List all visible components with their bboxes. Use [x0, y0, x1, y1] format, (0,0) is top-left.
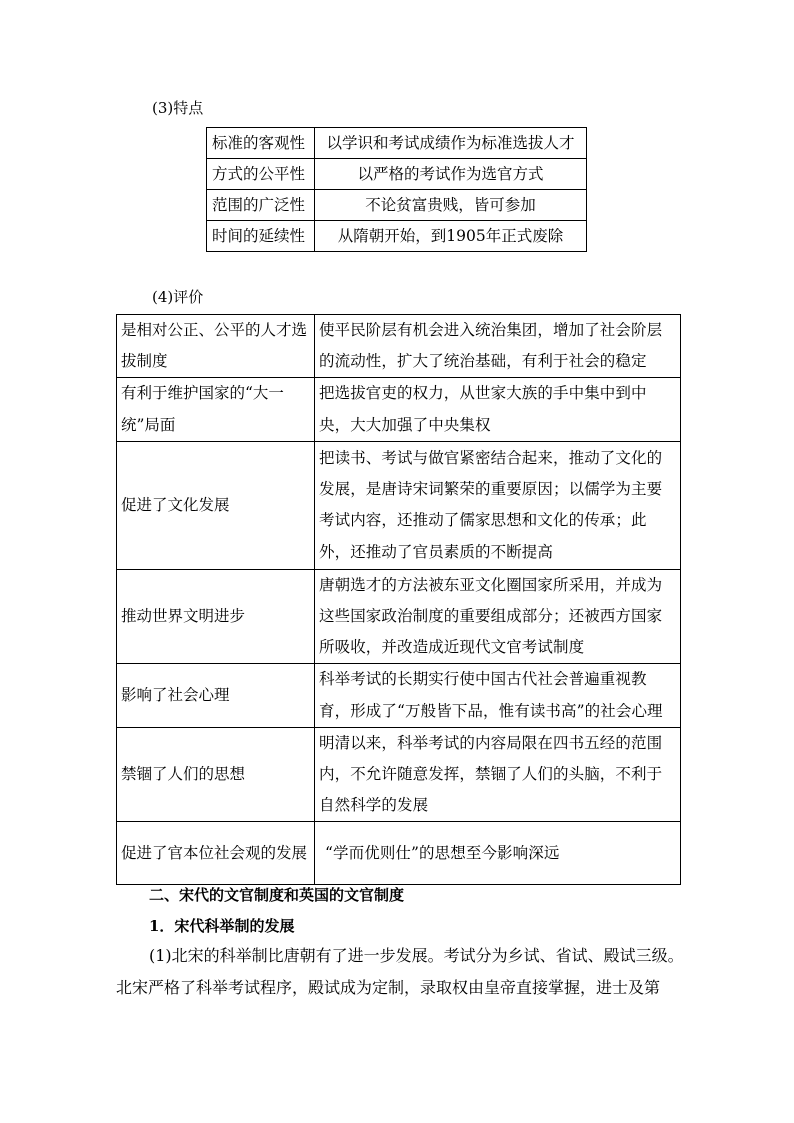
characteristics-table [206, 127, 587, 252]
evaluation-label: 有利于维护国家的“大一统”局面 [117, 378, 315, 441]
feature-label: 标准的客观性 [207, 128, 315, 159]
evaluation-value: 唐朝选才的方法被东亚文化圈国家所采用，并成为这些国家政治制度的重要组成部分；还被西方国家所吸收，并改造成近现代文官考试制度 [315, 569, 681, 664]
body-paragraph: (1)北宋的科举制比唐朝有了进一步发展。考试分为乡试、省试、殿试三级。北宋严格了科举考试程序，殿试成为定制，录取权由皇帝直接掌握，进士及第 [116, 946, 684, 997]
section-title: 二、宋代的文官制度和英国的文官制度 [149, 886, 405, 904]
feature-label: 方式的公平性 [207, 159, 315, 190]
feature-label: 范围的广泛性 [207, 190, 315, 221]
evaluation-value: 使平民阶层有机会进入统治集团，增加了社会阶层的流动性，扩大了统治基础，有利于社会的稳定 [315, 315, 681, 378]
feature-value: 从隋朝开始，到1905年正式废除 [315, 221, 587, 252]
table-row [117, 378, 681, 441]
table-row [117, 315, 681, 378]
feature-value: 以学识和考试成绩作为标准选拔人才 [315, 128, 587, 159]
evaluation-label: 促进了官本位社会观的发展 [117, 822, 315, 885]
evaluation-value: 把读书、考试与做官紧密结合起来，推动了文化的发展，是唐诗宋词繁荣的重要原因；以儒学为主要考试内容，还推动了儒家思想和文化的传承；此外，还推动了官员素质的不断提高 [315, 441, 681, 569]
feature-value: 以严格的考试作为选官方式 [315, 159, 587, 190]
table-row [117, 569, 681, 664]
table-row [207, 159, 587, 190]
heading-characteristics: (3)特点 [152, 99, 204, 117]
table-row [117, 664, 681, 727]
table-row [207, 190, 587, 221]
subsection-title: 1．宋代科举制的发展 [149, 917, 295, 935]
heading-evaluation: (4)评价 [152, 288, 204, 306]
evaluation-value: 明清以来，科举考试的内容局限在四书五经的范围内，不允许随意发挥，禁锢了人们的头脑，不利于自然科学的发展 [315, 727, 681, 822]
feature-label: 时间的延续性 [207, 221, 315, 252]
evaluation-table [116, 314, 681, 885]
evaluation-label: 促进了文化发展 [117, 441, 315, 569]
evaluation-label: 推动世界文明进步 [117, 569, 315, 664]
evaluation-value: 科举考试的长期实行使中国古代社会普遍重视教育，形成了“万般皆下品，惟有读书高”的社会心理 [315, 664, 681, 727]
table-row [117, 727, 681, 822]
table-row [117, 822, 681, 885]
evaluation-label: 是相对公正、公平的人才选拔制度 [117, 315, 315, 378]
table-row [117, 441, 681, 569]
table-row [207, 221, 587, 252]
evaluation-value: “学而优则仕”的思想至今影响深远 [315, 822, 681, 885]
feature-value: 不论贫富贵贱，皆可参加 [315, 190, 587, 221]
evaluation-value: 把选拔官吏的权力，从世家大族的手中集中到中央，大大加强了中央集权 [315, 378, 681, 441]
evaluation-label: 禁锢了人们的思想 [117, 727, 315, 822]
table-row [207, 128, 587, 159]
evaluation-label: 影响了社会心理 [117, 664, 315, 727]
